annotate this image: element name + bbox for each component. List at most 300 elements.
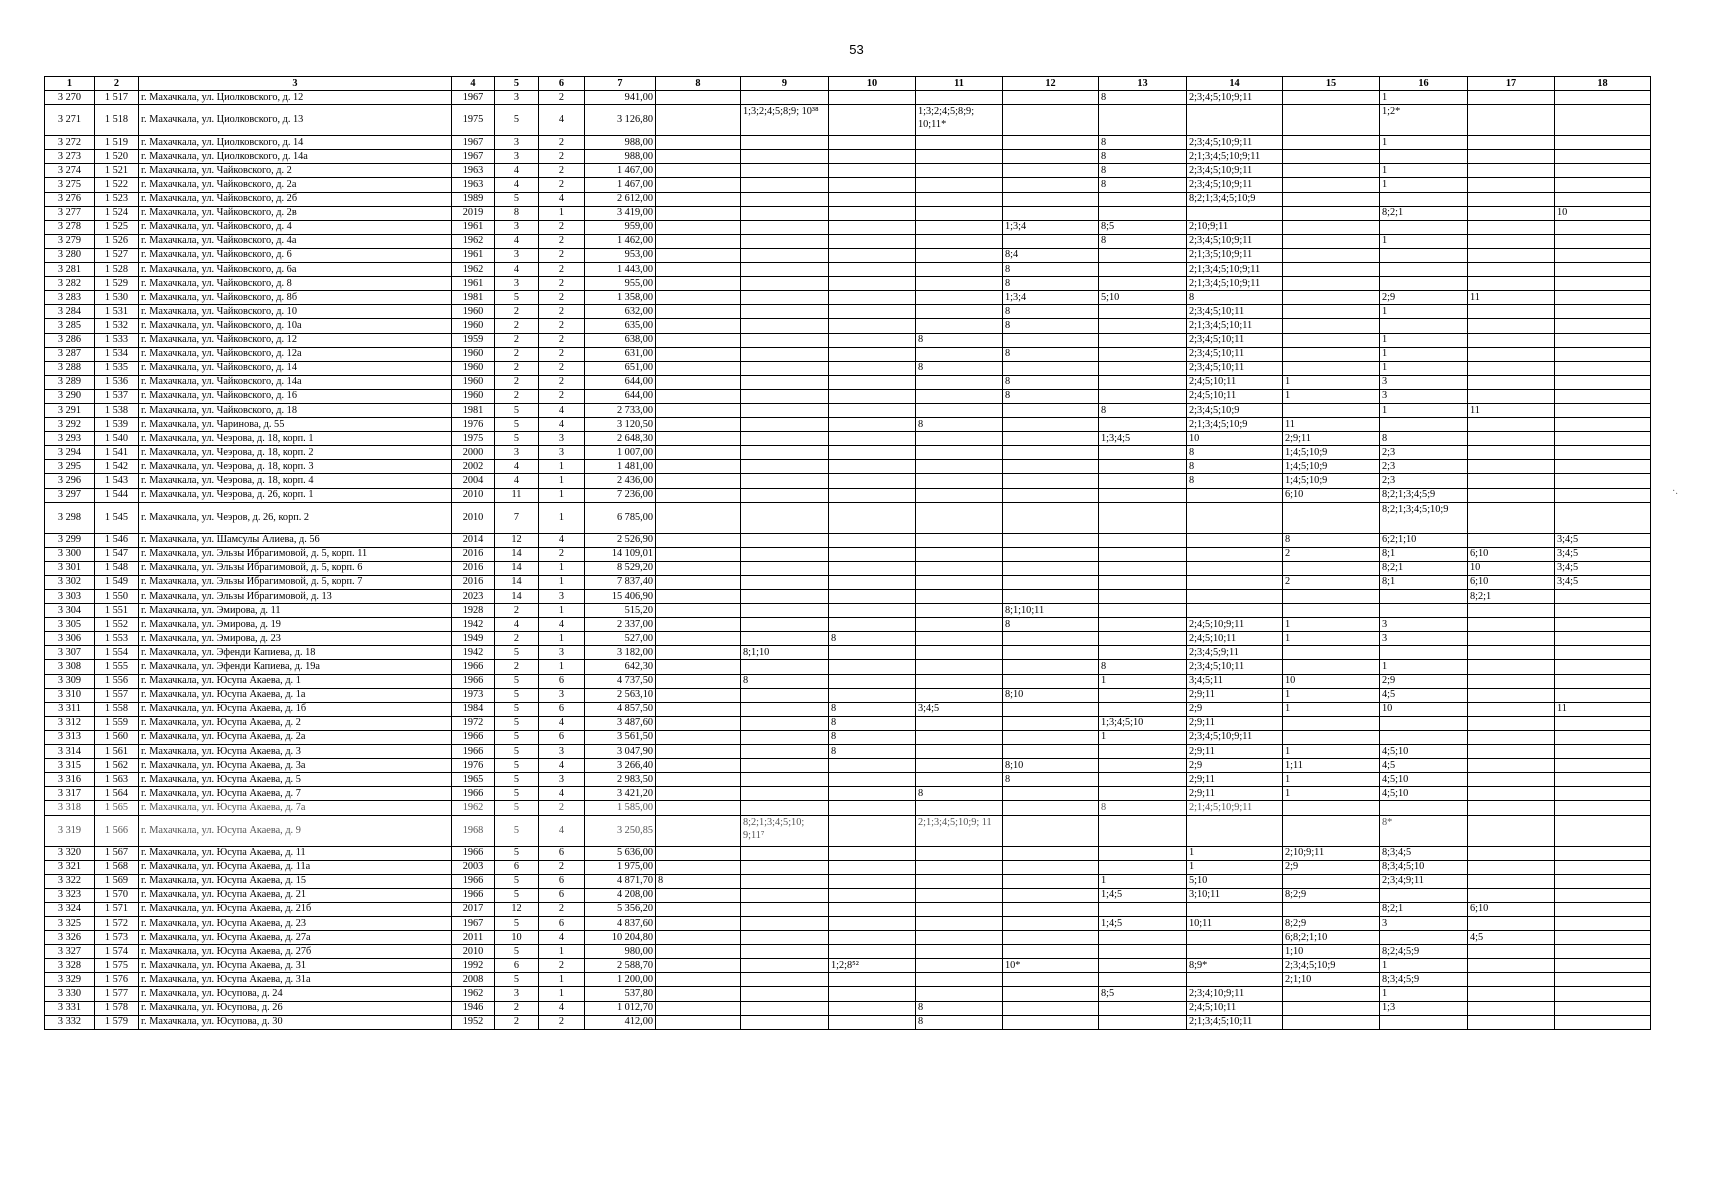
table-cell bbox=[656, 646, 741, 660]
table-cell bbox=[741, 234, 829, 248]
table-cell: 1963 bbox=[452, 178, 495, 192]
table-cell: 10 bbox=[1187, 432, 1283, 446]
table-cell: 4 bbox=[539, 931, 585, 945]
table-cell bbox=[1003, 745, 1099, 759]
table-cell: 2;3;4;5;9;11 bbox=[1187, 646, 1283, 660]
table-cell: 1975 bbox=[452, 432, 495, 446]
table-cell bbox=[656, 987, 741, 1001]
table-cell bbox=[741, 361, 829, 375]
table-cell bbox=[916, 178, 1003, 192]
table-cell: 5 bbox=[495, 730, 539, 744]
table-cell bbox=[1468, 347, 1555, 361]
table-cell: г. Махачкала, ул. Юсупа Акаева, д. 27б bbox=[139, 945, 452, 959]
table-cell: 1;4;5;10;9 bbox=[1283, 446, 1380, 460]
table-cell bbox=[741, 888, 829, 902]
table-cell bbox=[741, 389, 829, 403]
table-cell bbox=[829, 150, 916, 164]
table-cell: 2 bbox=[539, 305, 585, 319]
table-cell bbox=[1099, 488, 1187, 502]
page-number: 53 bbox=[849, 42, 864, 57]
table-cell: г. Махачкала, ул. Юсупа Акаева, д. 1б bbox=[139, 702, 452, 716]
table-cell bbox=[1555, 277, 1651, 291]
table-cell bbox=[1283, 660, 1380, 674]
table-cell bbox=[656, 432, 741, 446]
table-cell: 3 309 bbox=[45, 674, 95, 688]
table-cell: 5;10 bbox=[1187, 874, 1283, 888]
table-cell: 2 563,10 bbox=[585, 688, 656, 702]
table-cell bbox=[1099, 319, 1187, 333]
table-cell bbox=[741, 801, 829, 815]
table-row bbox=[45, 105, 1651, 136]
table-cell bbox=[829, 945, 916, 959]
table-cell bbox=[1099, 1015, 1187, 1029]
table-cell: 8 bbox=[1099, 178, 1187, 192]
table-cell: г. Махачкала, ул. Юсупа Акаева, д. 1 bbox=[139, 674, 452, 688]
table-cell: 651,00 bbox=[585, 361, 656, 375]
table-cell: 8;2;9 bbox=[1283, 888, 1380, 902]
table-cell bbox=[1003, 150, 1099, 164]
table-cell: 8 bbox=[1099, 136, 1187, 150]
table-cell: 1960 bbox=[452, 305, 495, 319]
table-cell: 1968 bbox=[452, 815, 495, 846]
table-cell: 3 305 bbox=[45, 618, 95, 632]
table-cell: г. Махачкала, ул. Юсупа Акаева, д. 7 bbox=[139, 787, 452, 801]
table-cell: 642,30 bbox=[585, 660, 656, 674]
table-cell bbox=[1187, 604, 1283, 618]
table-cell bbox=[1003, 488, 1099, 502]
table-cell bbox=[829, 874, 916, 888]
table-cell bbox=[741, 973, 829, 987]
table-cell: 3 301 bbox=[45, 561, 95, 575]
table-cell: 3 bbox=[495, 987, 539, 1001]
table-cell: г. Махачкала, ул. Юсупа Акаева, д. 21б bbox=[139, 902, 452, 916]
table-cell bbox=[1468, 305, 1555, 319]
table-cell: 1 540 bbox=[95, 432, 139, 446]
header-cell: 11 bbox=[916, 77, 1003, 91]
table-cell bbox=[1555, 291, 1651, 305]
table-cell bbox=[656, 206, 741, 220]
table-cell bbox=[829, 688, 916, 702]
table-cell: г. Махачкала, ул. Чеэрова, д. 18, корп. 2 bbox=[139, 446, 452, 460]
table-cell: 955,00 bbox=[585, 277, 656, 291]
table-cell: 5 bbox=[495, 759, 539, 773]
table-cell: 988,00 bbox=[585, 136, 656, 150]
table-cell: 1952 bbox=[452, 1015, 495, 1029]
table-cell bbox=[829, 618, 916, 632]
table-cell bbox=[656, 361, 741, 375]
table-cell bbox=[1555, 773, 1651, 787]
table-cell bbox=[1003, 178, 1099, 192]
table-row bbox=[45, 945, 1651, 959]
table-row bbox=[45, 178, 1651, 192]
table-cell: 3 274 bbox=[45, 164, 95, 178]
table-cell: 1984 bbox=[452, 702, 495, 716]
table-cell bbox=[1468, 248, 1555, 262]
table-cell: 2;3 bbox=[1380, 474, 1468, 488]
table-cell bbox=[1099, 688, 1187, 702]
table-cell bbox=[1099, 277, 1187, 291]
table-cell: г. Махачкала, ул. Чайковского, д. 6 bbox=[139, 248, 452, 262]
table-cell: 1 bbox=[539, 575, 585, 589]
table-cell: 1 517 bbox=[95, 91, 139, 105]
table-cell bbox=[829, 263, 916, 277]
table-cell bbox=[1099, 206, 1187, 220]
table-cell: г. Махачкала, ул. Чайковского, д. 10а bbox=[139, 319, 452, 333]
table-cell: 4 871,70 bbox=[585, 874, 656, 888]
table-cell bbox=[1003, 860, 1099, 874]
table-cell bbox=[829, 361, 916, 375]
table-cell bbox=[829, 646, 916, 660]
table-cell bbox=[916, 959, 1003, 973]
header-cell: 1 bbox=[45, 77, 95, 91]
table-cell bbox=[1468, 646, 1555, 660]
table-cell bbox=[916, 248, 1003, 262]
table-cell: г. Махачкала, ул. Юсупа Акаева, д. 11 bbox=[139, 846, 452, 860]
table-cell bbox=[1187, 488, 1283, 502]
table-cell: 1 569 bbox=[95, 874, 139, 888]
table-cell bbox=[656, 604, 741, 618]
table-cell: 1 566 bbox=[95, 815, 139, 846]
table-cell: 1976 bbox=[452, 418, 495, 432]
table-cell bbox=[741, 1015, 829, 1029]
table-cell: 3 266,40 bbox=[585, 759, 656, 773]
table-cell: 1 575 bbox=[95, 959, 139, 973]
table-cell bbox=[916, 945, 1003, 959]
table-cell: 1967 bbox=[452, 91, 495, 105]
table-cell: 11 bbox=[495, 488, 539, 502]
table-cell: 2;1;3;4;5;10;9;11 bbox=[1187, 277, 1283, 291]
table-cell: 1 bbox=[1283, 787, 1380, 801]
table-cell: 8 bbox=[1003, 263, 1099, 277]
table-cell bbox=[1187, 502, 1283, 533]
table-cell bbox=[1099, 902, 1187, 916]
header-cell: 3 bbox=[139, 77, 452, 91]
table-cell: 1 519 bbox=[95, 136, 139, 150]
table-cell: 5 bbox=[495, 801, 539, 815]
table-cell: 2016 bbox=[452, 561, 495, 575]
table-cell: 4 bbox=[539, 418, 585, 432]
table-cell bbox=[1468, 178, 1555, 192]
table-cell: 959,00 bbox=[585, 220, 656, 234]
table-cell bbox=[829, 547, 916, 561]
table-cell: 2;1;3;5;10;9;11 bbox=[1187, 248, 1283, 262]
table-cell bbox=[829, 1001, 916, 1015]
table-row bbox=[45, 403, 1651, 417]
table-cell: 1 550 bbox=[95, 590, 139, 604]
table-cell: 2 648,30 bbox=[585, 432, 656, 446]
table-cell: г. Махачкала, ул. Эльзы Ибрагимовой, д. 5, корп. 7 bbox=[139, 575, 452, 589]
table-row bbox=[45, 902, 1651, 916]
table-cell: 8 bbox=[1187, 446, 1283, 460]
table-cell: 3 323 bbox=[45, 888, 95, 902]
table-cell bbox=[1187, 973, 1283, 987]
table-row bbox=[45, 815, 1651, 846]
table-cell: г. Махачкала, ул. Юсупа Акаева, д. 3а bbox=[139, 759, 452, 773]
table-cell bbox=[1099, 945, 1187, 959]
table-cell bbox=[916, 916, 1003, 930]
table-cell: 3 bbox=[1380, 618, 1468, 632]
table-cell bbox=[1099, 361, 1187, 375]
table-cell: 2 bbox=[539, 263, 585, 277]
header-cell: 18 bbox=[1555, 77, 1651, 91]
table-cell: 6 bbox=[495, 959, 539, 973]
table-cell bbox=[1468, 632, 1555, 646]
table-cell bbox=[1555, 945, 1651, 959]
table-cell bbox=[656, 263, 741, 277]
table-cell: 2;4;5;10;11 bbox=[1187, 632, 1283, 646]
table-cell: 2008 bbox=[452, 973, 495, 987]
table-cell: 1928 bbox=[452, 604, 495, 618]
table-cell: 1 543 bbox=[95, 474, 139, 488]
table-cell: г. Махачкала, ул. Чеэрова, д. 18, корп. 1 bbox=[139, 432, 452, 446]
table-cell bbox=[741, 987, 829, 1001]
table-cell: 3 289 bbox=[45, 375, 95, 389]
table-cell bbox=[916, 660, 1003, 674]
table-cell bbox=[916, 575, 1003, 589]
table-cell bbox=[656, 389, 741, 403]
table-cell: 3 285 bbox=[45, 319, 95, 333]
table-cell bbox=[741, 403, 829, 417]
table-cell: 6;10 bbox=[1283, 488, 1380, 502]
table-cell: 1 574 bbox=[95, 945, 139, 959]
table-cell bbox=[1187, 575, 1283, 589]
table-cell bbox=[1283, 234, 1380, 248]
table-row bbox=[45, 916, 1651, 930]
table-cell: 2;3;4;5;10;11 bbox=[1187, 660, 1283, 674]
table-cell bbox=[1468, 759, 1555, 773]
table-cell bbox=[829, 375, 916, 389]
table-cell bbox=[741, 333, 829, 347]
table-cell: 3 276 bbox=[45, 192, 95, 206]
table-cell: 12 bbox=[495, 902, 539, 916]
table-cell: 3;10;11 bbox=[1187, 888, 1283, 902]
table-cell bbox=[829, 305, 916, 319]
table-cell: 2 bbox=[495, 1001, 539, 1015]
table-cell: 5 bbox=[495, 105, 539, 136]
table-cell: 3 317 bbox=[45, 787, 95, 801]
table-cell bbox=[656, 460, 741, 474]
table-cell: г. Махачкала, ул. Циолковского, д. 14 bbox=[139, 136, 452, 150]
table-cell bbox=[1003, 460, 1099, 474]
table-row bbox=[45, 533, 1651, 547]
table-cell: 3 272 bbox=[45, 136, 95, 150]
table-cell bbox=[1283, 716, 1380, 730]
table-cell: г. Махачкала, ул. Чайковского, д. 2в bbox=[139, 206, 452, 220]
table-cell: 4;5 bbox=[1380, 688, 1468, 702]
table-cell bbox=[829, 502, 916, 533]
table-cell: 8 bbox=[1283, 533, 1380, 547]
table-cell: 1 bbox=[1283, 618, 1380, 632]
table-cell: 1 bbox=[1099, 730, 1187, 744]
table-cell bbox=[1099, 333, 1187, 347]
table-cell: 8 bbox=[741, 674, 829, 688]
table-cell bbox=[1283, 801, 1380, 815]
table-cell: 1 975,00 bbox=[585, 860, 656, 874]
table-cell bbox=[1283, 206, 1380, 220]
table-cell: 11 bbox=[1555, 702, 1651, 716]
table-row bbox=[45, 660, 1651, 674]
table-cell bbox=[829, 916, 916, 930]
table-cell: 1 533 bbox=[95, 333, 139, 347]
table-cell bbox=[916, 488, 1003, 502]
table-cell: 2;9;11 bbox=[1187, 688, 1283, 702]
table-cell: г. Махачкала, ул. Чайковского, д. 8б bbox=[139, 291, 452, 305]
table-cell: 6 bbox=[539, 874, 585, 888]
table-cell: 4 bbox=[539, 787, 585, 801]
table-cell bbox=[1099, 604, 1187, 618]
table-cell bbox=[916, 502, 1003, 533]
table-cell bbox=[741, 730, 829, 744]
table-row bbox=[45, 291, 1651, 305]
table-cell: 3 328 bbox=[45, 959, 95, 973]
table-cell: 1 544 bbox=[95, 488, 139, 502]
table-cell bbox=[656, 1015, 741, 1029]
table-cell bbox=[829, 418, 916, 432]
header-cell: 9 bbox=[741, 77, 829, 91]
table-cell: 3 bbox=[539, 688, 585, 702]
table-cell: 7 236,00 bbox=[585, 488, 656, 502]
table-cell bbox=[1283, 105, 1380, 136]
table-cell: 2 bbox=[495, 305, 539, 319]
table-cell: 2023 bbox=[452, 590, 495, 604]
table-cell: 2;3;4;5;10;11 bbox=[1187, 305, 1283, 319]
table-cell bbox=[1468, 787, 1555, 801]
table-cell: 1 537 bbox=[95, 389, 139, 403]
table-cell bbox=[1099, 575, 1187, 589]
table-cell: 1960 bbox=[452, 389, 495, 403]
table-cell: 3 313 bbox=[45, 730, 95, 744]
table-cell: 10 bbox=[1380, 702, 1468, 716]
table-cell bbox=[1003, 987, 1099, 1001]
table-cell: 8 bbox=[1187, 460, 1283, 474]
table-row bbox=[45, 716, 1651, 730]
table-cell bbox=[1555, 674, 1651, 688]
table-cell bbox=[1003, 931, 1099, 945]
table-cell: 6 bbox=[539, 702, 585, 716]
table-cell: 1 bbox=[539, 660, 585, 674]
table-cell bbox=[1555, 632, 1651, 646]
table-cell bbox=[1468, 1015, 1555, 1029]
table-cell: 2 bbox=[1283, 547, 1380, 561]
table-cell bbox=[1380, 801, 1468, 815]
table-cell bbox=[829, 590, 916, 604]
table-cell: 2;3;4;5;10;9;11 bbox=[1187, 164, 1283, 178]
table-cell: 1 bbox=[1380, 178, 1468, 192]
table-cell: 980,00 bbox=[585, 945, 656, 959]
table-cell bbox=[656, 234, 741, 248]
table-cell bbox=[829, 846, 916, 860]
table-cell: 2;4;5;10;11 bbox=[1187, 375, 1283, 389]
table-cell bbox=[741, 688, 829, 702]
table-cell: 4;5;10 bbox=[1380, 787, 1468, 801]
table-cell: 1961 bbox=[452, 220, 495, 234]
table-cell: г. Махачкала, ул. Юсупа Акаева, д. 15 bbox=[139, 874, 452, 888]
table-cell bbox=[1468, 702, 1555, 716]
table-cell bbox=[656, 973, 741, 987]
table-cell: 3 329 bbox=[45, 973, 95, 987]
table-cell: 1 553 bbox=[95, 632, 139, 646]
table-cell: 2 bbox=[539, 150, 585, 164]
table-row bbox=[45, 1015, 1651, 1029]
table-cell bbox=[1468, 136, 1555, 150]
table-cell bbox=[1003, 916, 1099, 930]
table-cell bbox=[1555, 263, 1651, 277]
table-cell: 3 421,20 bbox=[585, 787, 656, 801]
table-cell bbox=[916, 234, 1003, 248]
table-cell: 8 bbox=[1099, 91, 1187, 105]
table-cell bbox=[1555, 432, 1651, 446]
table-cell bbox=[1468, 959, 1555, 973]
table-cell: 2 bbox=[495, 1015, 539, 1029]
table-cell bbox=[829, 474, 916, 488]
table-cell: 2;3;4;5;10;9 bbox=[1283, 959, 1380, 973]
table-cell bbox=[1380, 418, 1468, 432]
table-cell: 1966 bbox=[452, 787, 495, 801]
table-cell: 3 308 bbox=[45, 660, 95, 674]
table-cell: г. Махачкала, ул. Циолковского, д. 14а bbox=[139, 150, 452, 164]
table-cell bbox=[1003, 418, 1099, 432]
table-cell: 5 bbox=[495, 888, 539, 902]
table-cell bbox=[1283, 220, 1380, 234]
table-cell: 2;3;4;5;10;11 bbox=[1187, 347, 1283, 361]
table-cell: 2003 bbox=[452, 860, 495, 874]
table-cell bbox=[1283, 333, 1380, 347]
table-cell: 2 bbox=[539, 136, 585, 150]
table-cell: 8 bbox=[1099, 403, 1187, 417]
table-cell bbox=[741, 91, 829, 105]
table-cell bbox=[1187, 945, 1283, 959]
table-cell: 3 bbox=[539, 646, 585, 660]
table-cell: 3 321 bbox=[45, 860, 95, 874]
table-cell bbox=[1099, 590, 1187, 604]
table-cell bbox=[1555, 959, 1651, 973]
table-cell: 1 bbox=[1380, 987, 1468, 1001]
table-row bbox=[45, 234, 1651, 248]
table-cell bbox=[916, 403, 1003, 417]
table-cell: 1 bbox=[1380, 959, 1468, 973]
table-cell: 2 588,70 bbox=[585, 959, 656, 973]
table-cell: г. Махачкала, ул. Чайковского, д. 10 bbox=[139, 305, 452, 319]
table-cell: 2016 bbox=[452, 575, 495, 589]
table-cell bbox=[1468, 973, 1555, 987]
table-cell bbox=[1099, 632, 1187, 646]
table-cell: 8 bbox=[829, 716, 916, 730]
table-cell: 2 bbox=[495, 632, 539, 646]
table-cell bbox=[656, 418, 741, 432]
table-cell: 3 282 bbox=[45, 277, 95, 291]
table-cell: 2 bbox=[495, 660, 539, 674]
table-cell bbox=[1555, 164, 1651, 178]
table-cell: 8 bbox=[495, 206, 539, 220]
table-cell: 5 bbox=[495, 403, 539, 417]
table-cell: 1972 bbox=[452, 716, 495, 730]
table-cell: 1 570 bbox=[95, 888, 139, 902]
table-cell: 1;4;5 bbox=[1099, 888, 1187, 902]
table-cell: 941,00 bbox=[585, 91, 656, 105]
table-cell bbox=[1099, 418, 1187, 432]
table-cell bbox=[1555, 730, 1651, 744]
table-cell bbox=[1099, 547, 1187, 561]
table-cell: г. Махачкала, ул. Юсупа Акаева, д. 23 bbox=[139, 916, 452, 930]
table-cell: 1 549 bbox=[95, 575, 139, 589]
table-cell: 8;2;9 bbox=[1283, 916, 1380, 930]
table-cell bbox=[1468, 319, 1555, 333]
table-cell bbox=[1468, 773, 1555, 787]
table-cell: 6;10 bbox=[1468, 575, 1555, 589]
table-cell bbox=[656, 888, 741, 902]
table-cell: 8 bbox=[656, 874, 741, 888]
table-cell bbox=[1003, 561, 1099, 575]
